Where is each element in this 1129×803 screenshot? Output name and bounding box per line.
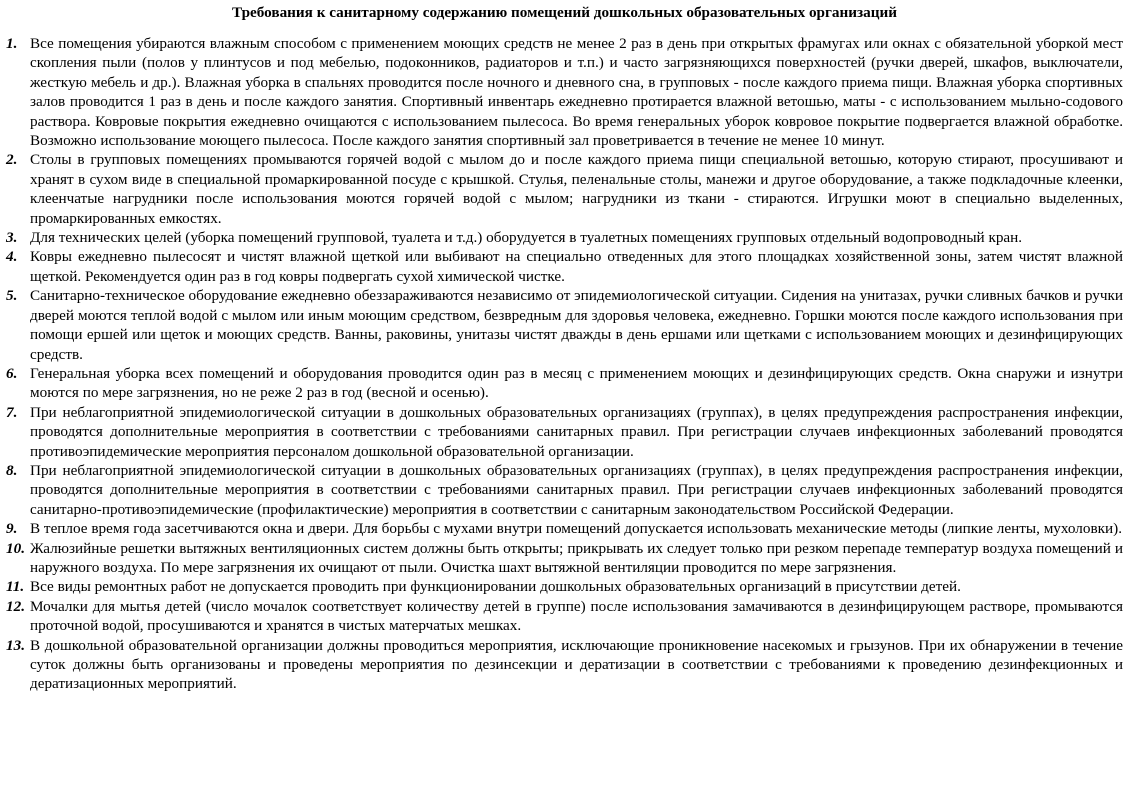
list-item (6, 597, 1123, 636)
item-text: В дошкольной образовательной организации должны проводиться мероприятия, исключающие проникновение насекомых и грызунов. При их обнаружении в течение суток должны быть организованы и проведены мероприятия по дезинсекции и дератизации в соответствии с требованиями к проведению дезинфекционных и дератизационных мероприятий. (30, 636, 1123, 693)
item-text: Генеральная уборка всех помещений и оборудования проводится один раз в месяц с применением моющих и дезинфицирующих средств. Окна снаружи и изнутри моются по мере загрязнения, но не реже 2 раз в год (весной и осенью). (30, 364, 1123, 402)
item-number: 13. (6, 636, 25, 654)
list-item (6, 150, 1123, 228)
item-number: 6. (6, 364, 18, 382)
item-number: 3. (6, 229, 18, 247)
item-text: Все помещения убираются влажным способом с применением моющих средств не менее 2 раз в день при открытых фрамугах или окнах с обязательной уборкой мест скопления пыли (полов у плинтусов и под мебелью, подоконников, радиаторов и т.п.) и часто загрязняющихся поверхностей (ручки дверей, шкафов, выключатели, жесткую мебель и др.). Влажная уборка в спальнях проводится после ночного и дневного сна, в групповых - после каждого приема пищи. Влажная уборка спортивных залов проводится 1 раз в день и после каждого занятия. Спортивный инвентарь ежедневно протирается влажной ветошью, маты - с использованием мыльно-содового раствора. Ковровые покрытия ежедневно очищаются с использованием пылесоса. Во время генеральных уборок ковровое покрытие подвергается влажной обработке. Возможно использование моющего пылесоса. После каждого занятия спортивный зал проветривается в течение не менее 10 минут. (30, 35, 1123, 150)
list-item (6, 461, 1123, 519)
item-text: Для технических целей (уборка помещений групповой, туалета и т.д.) оборудуется в туалетных помещениях групповых отдельный водопроводный кран. (30, 229, 1023, 247)
item-text: При неблагоприятной эпидемиологической ситуации в дошкольных образовательных организациях (группах), в целях предупреждения распространения инфекции, проводятся дополнительные мероприятия в соответствии с требованиями санитарных правил. При регистрации случаев инфекционных заболеваний проводятся противоэпидемические мероприятия персоналом дошкольной образовательной организации. (30, 403, 1123, 460)
list-item (6, 539, 1123, 578)
item-number: 8. (6, 461, 18, 479)
document-title: Требования к санитарному содержанию помещений дошкольных образовательных организаций (232, 4, 897, 21)
item-text: Санитарно-техническое оборудование ежедневно обеззараживаются независимо от эпидемиологической ситуации. Сидения на унитазах, ручки сливных бачков и ручки дверей моются теплой водой с мылом или иным моющим средством, безвредным для здоровья человека, ежедневно. Горшки моются после каждого использования при помощи ершей или щеток и моющих средств. Ванны, раковины, унитазы чистят дважды в день ершами или щетками с использованием моющих и дезинфицирующих средств. (30, 287, 1123, 363)
item-number: 10. (6, 539, 25, 557)
item-number: 12. (6, 597, 25, 615)
list-item (6, 247, 1123, 286)
list-item (6, 364, 1123, 403)
item-number: 5. (6, 287, 18, 305)
item-text: Ковры ежедневно пылесосят и чистят влажной щеткой или выбивают на специально отведенных для этого площадках хозяйственной зоны, затем чистят влажной щеткой. Рекомендуется один раз в год ковры подвергать сухой химической чистке. (30, 248, 1123, 285)
item-number: 1. (6, 35, 18, 52)
list-item (6, 519, 1123, 538)
requirements-list (6, 34, 1123, 694)
item-text: Столы в групповых помещениях промываются горячей водой с мылом до и после каждого приема пищи специальной ветошью, которую стирают, просушивают и хранят в сухом виде в специальной промаркированной посуде с крышкой. Стулья, пеленальные столы, манежи и другое оборудование, а также подкладочные клеенки, клеенчатые нагрудники после использования моются горячей водой с мылом; нагрудники из ткани - стираются. Игрушки моют в специально выделенных, промаркированных емкостях. (30, 151, 1123, 227)
item-text: Жалюзийные решетки вытяжных вентиляционных систем должны быть открыты; прикрывать их следует только при резком перепаде температур воздуха помещений и наружного воздуха. По мере загрязнения их очищают от пыли. Очистка шахт вытяжной вентиляции проводится по мере загрязнения. (30, 539, 1123, 576)
item-number: 9. (6, 520, 18, 538)
item-number: 7. (6, 403, 18, 421)
list-item (6, 577, 1123, 596)
item-number: 2. (6, 151, 18, 169)
list-item (6, 286, 1123, 364)
item-text: Все виды ремонтных работ не допускается проводить при функционировании дошкольных образовательных организаций в присутствии детей. (30, 578, 961, 596)
list-item (6, 636, 1123, 694)
list-item (6, 34, 1123, 150)
item-text: Мочалки для мытья детей (число мочалок соответствует количеству детей в группе) после использования замачиваются в дезинфицирующем растворе, промываются проточной водой, просушиваются и хранятся в чистых матерчатых мешках. (30, 597, 1123, 635)
list-item (6, 403, 1123, 461)
item-number: 4. (6, 248, 18, 266)
item-text: При неблагоприятной эпидемиологической ситуации в дошкольных образовательных организациях (группах), в целях предупреждения распространения инфекции, проводятся дополнительные мероприятия в соответствии с требованиями санитарных правил. При регистрации случаев инфекционных заболеваний проводятся санитарно-противоэпидемические (профилактические) мероприятия в соответствии с санитарным законодательством Российской Федерации. (30, 461, 1123, 518)
list-item (6, 228, 1123, 247)
item-number: 11. (6, 578, 25, 596)
item-text: В теплое время года засетчиваются окна и двери. Для борьбы с мухами внутри помещений допускается использовать механические методы (липкие ленты, мухоловки). (30, 520, 1123, 538)
